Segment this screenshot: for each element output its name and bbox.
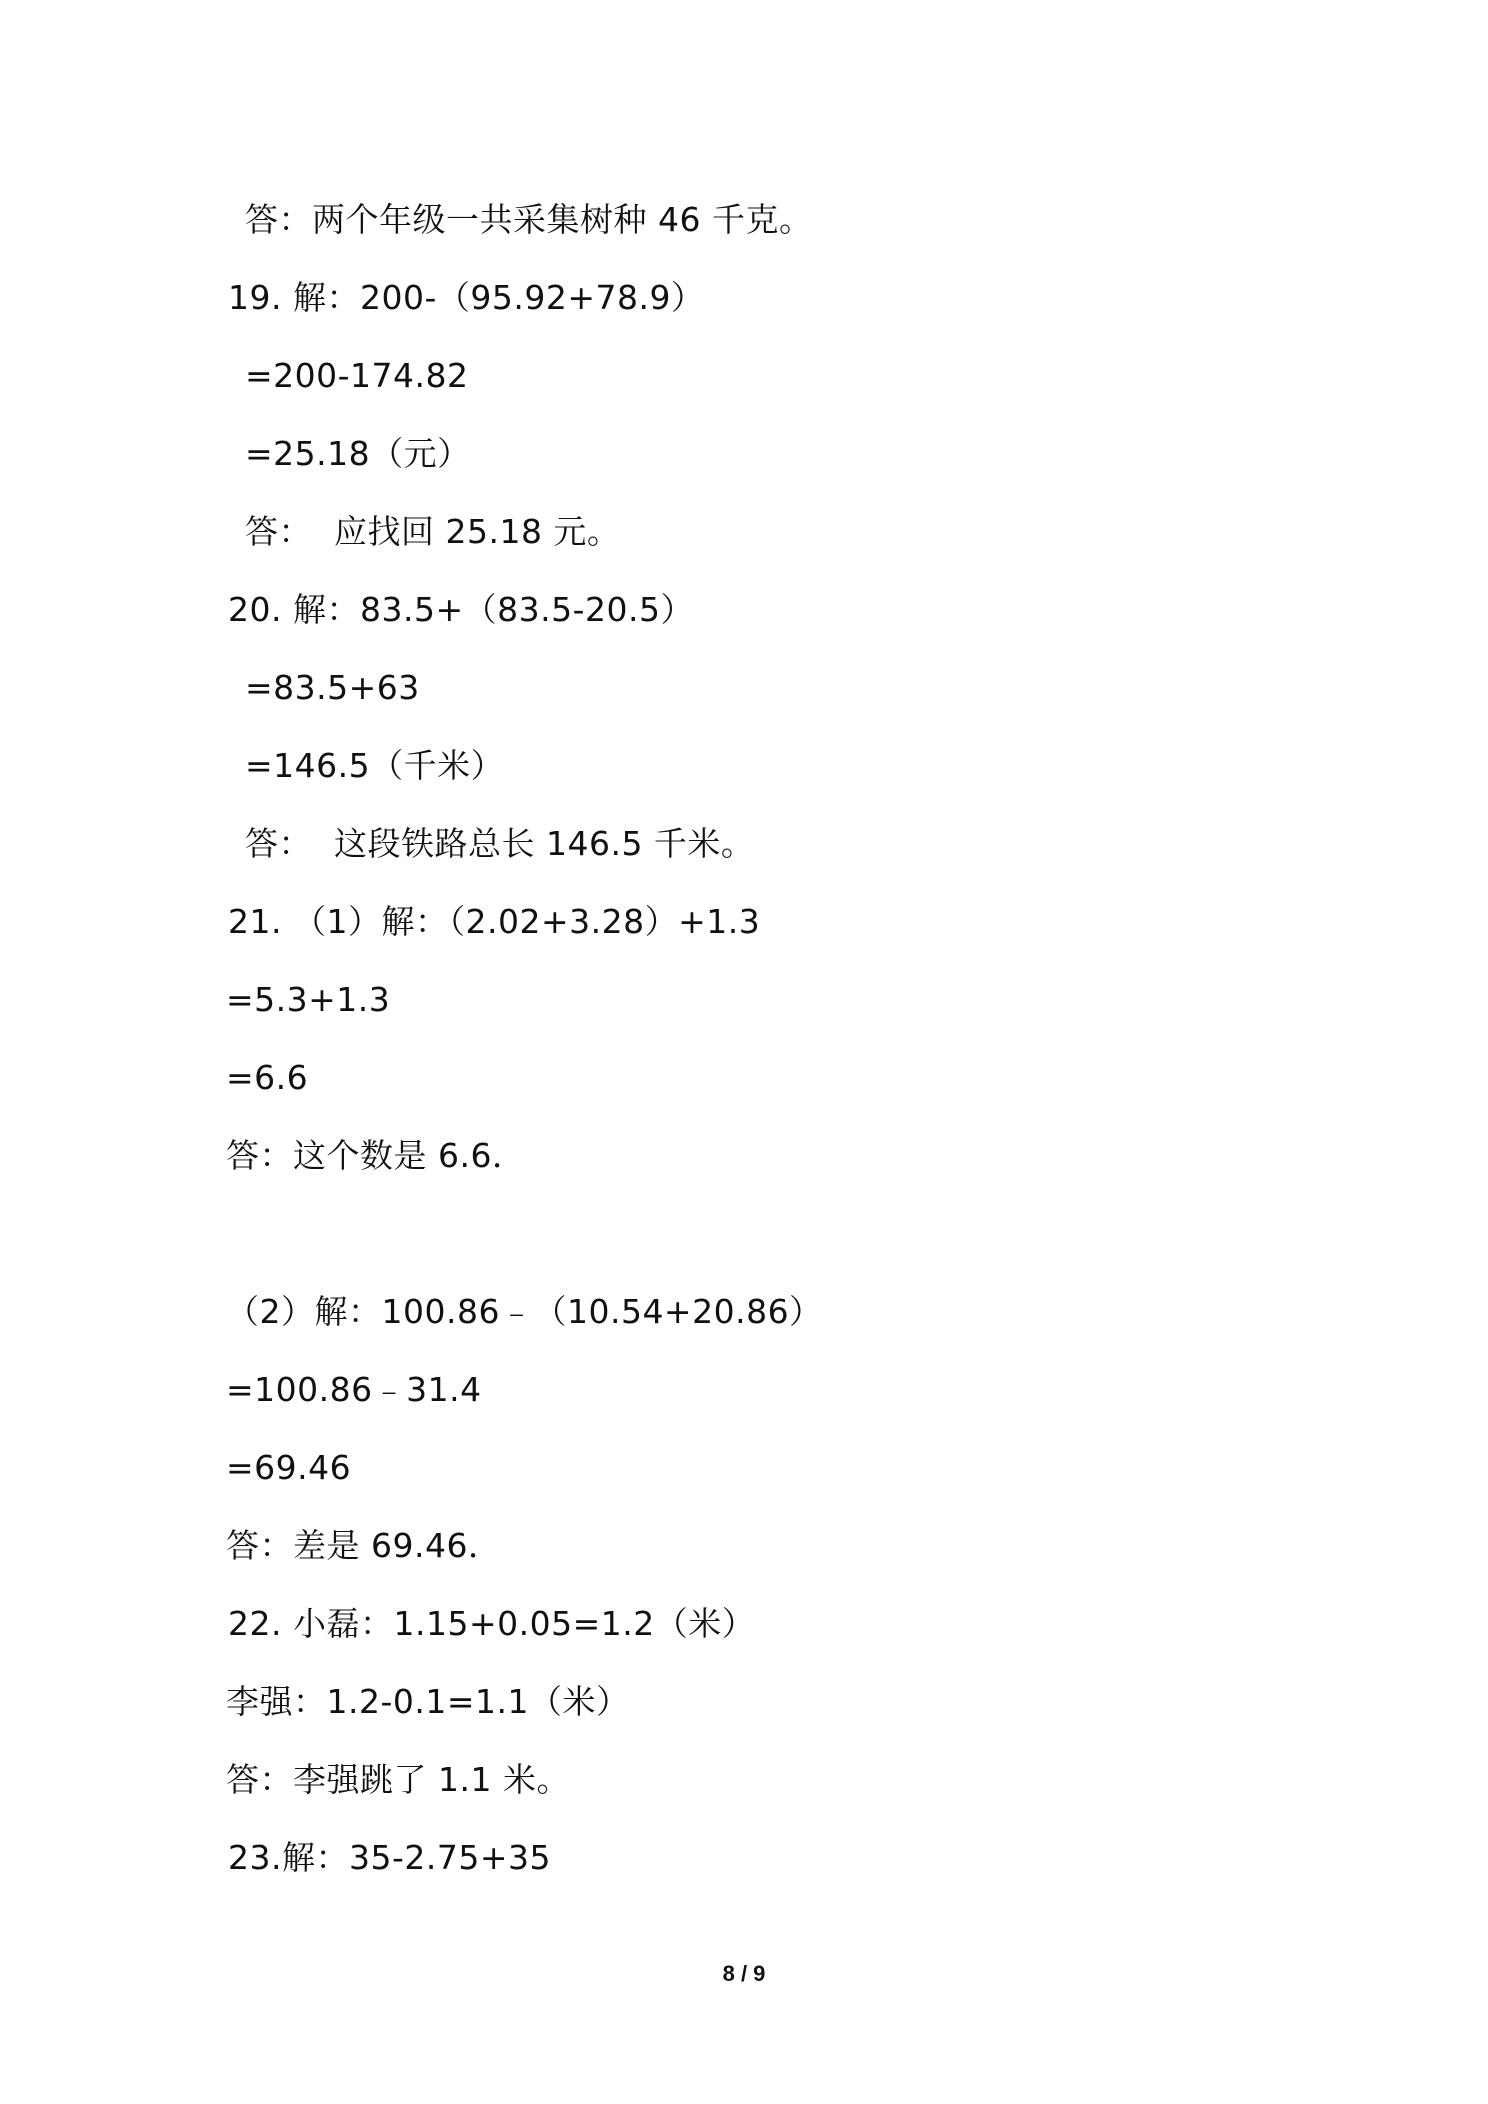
problem-23-line: 23.解：35-2.75+35 [228, 1838, 551, 1877]
problem-21-part-2-step-2: =69.46 [226, 1448, 352, 1487]
problem-21-part-1-step-1: =5.3+1.3 [226, 980, 391, 1019]
problem-20-answer: 答： 这段铁路总长 146.5 千米。 [245, 824, 755, 863]
problem-21-part-1-answer: 答：这个数是 6.6． [226, 1136, 526, 1175]
problem-21-part-1-line: 21. （1）解：（2.02+3.28）+1.3 [228, 902, 761, 941]
problem-22-line: 22. 小磊：1.15+0.05=1.2（米） [228, 1604, 756, 1643]
problem-21-part-1-step-2: =6.6 [226, 1058, 309, 1097]
problem-19-step-2: =25.18（元） [245, 434, 471, 473]
problem-21-part-2-answer: 答：差是 69.46． [226, 1526, 502, 1565]
problem-20-line: 20. 解：83.5+（83.5-20.5） [228, 590, 694, 629]
problem-20-step-1: =83.5+63 [245, 668, 420, 707]
problem-19-step-1: =200-174.82 [245, 356, 469, 395]
problem-20-step-2: =146.5（千米） [245, 746, 505, 785]
problem-22-answer: 答：李强跳了 1.1 米。 [226, 1760, 570, 1799]
problem-21-part-2-step-1: =100.86﹣31.4 [226, 1370, 482, 1409]
problem-19-answer: 答： 应找回 25.18 元。 [245, 512, 621, 551]
page-number: 8 / 9 [722, 1961, 766, 1986]
problem-19-line: 19. 解：200-（95.92+78.9） [228, 278, 705, 317]
problem-21-part-2-line: （2）解：100.86﹣（10.54+20.86） [226, 1292, 823, 1331]
answer-line-18: 答：两个年级一共采集树种 46 千克。 [245, 200, 813, 239]
problem-22-step-1: 李强：1.2-0.1=1.1（米） [226, 1682, 630, 1721]
